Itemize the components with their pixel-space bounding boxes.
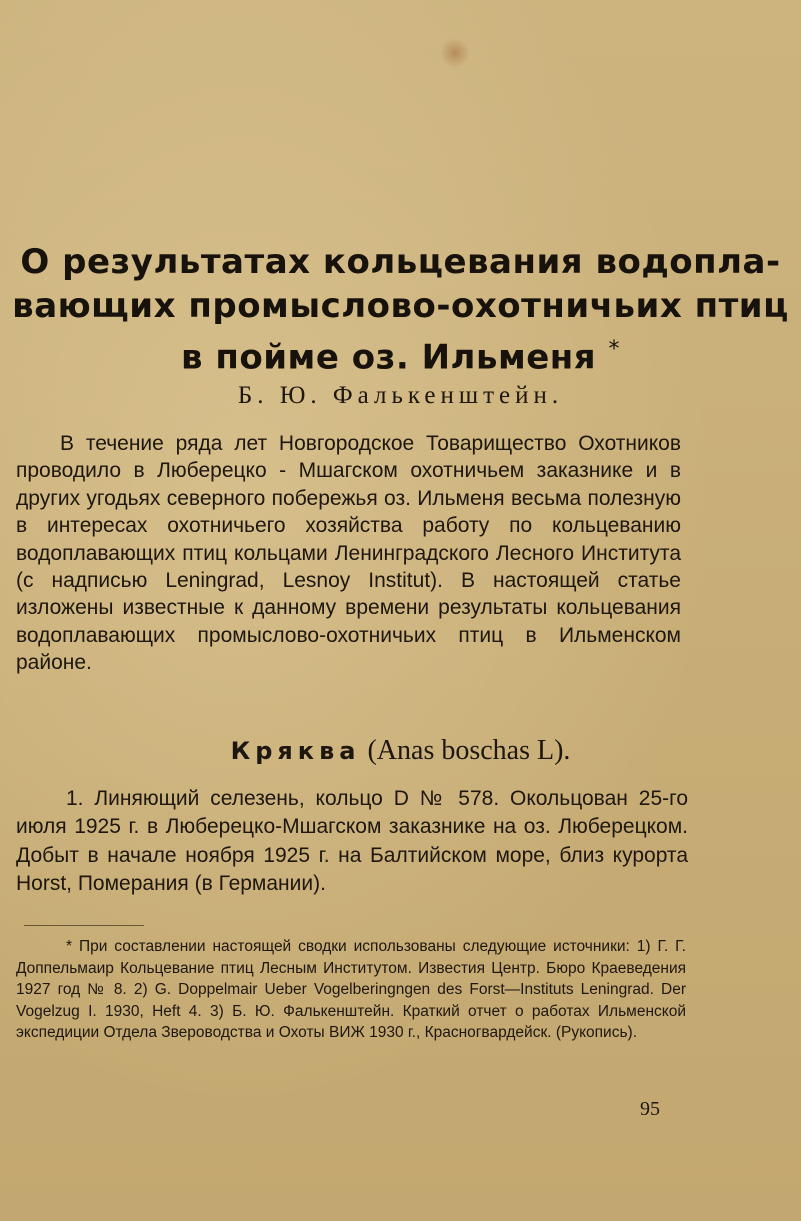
title-line-1: О результатах кольцевания водопла- [20,242,781,282]
footnote-text: * При составлении настоящей сводки использованы следующие источники: 1) Г. Г. Доппельмаир Кольцевание птиц Лесным Институтом. Известия Центр. Бюро Краеведения 1927 год № 8. 2) G. Doppelmair Ueber Vogelberingngen des Forst—Instituts Leningrad. Der Vogelzug I. 1930, Heft 4. 3) Б. Ю. Фалькенштейн. Краткий отчет о работах Ильменской экспедиции Отдела Звероводства и Охоты ВИЖ 1930 г., Красногвардейск. (Рукопись). [16,938,686,1042]
paper-stain [440,38,470,68]
footnote-divider [24,925,144,926]
ringing-record [16,785,688,899]
section-heading [0,735,801,767]
page-number: 95 [640,1098,660,1120]
article-title [0,240,801,379]
title-line-3 [0,328,801,379]
intro-paragraph [16,430,681,677]
title-line-3-text: в пойме оз. Ильменя [181,337,597,378]
intro-text: В течение ряда лет Новгородское Товарищество Охотников проводило в Люберецко - Мшагском охотничьем заказнике и в других угодьях северного побережья оз. Ильменя весьма полезную в интересах охотничьего хозяйства работу по кольцеванию водоплавающих птиц кольцами Ленинградского Лесного Института (с надписью Leningrad, Lesnoy Institut). В настоящей статье изложены известные к данному времени результаты кольцевания водоплавающих промыслово-охотничьих птиц в Ильменском районе. [16,432,681,675]
author-name: Б. Ю. Фалькенштейн. [237,382,564,409]
footnote [16,936,686,1044]
ringing-record-text: 1. Линяющий селезень, кольцо D № 578. Окольцован 25-го июля 1925 г. в Люберецко-Мшагском заказнике на оз. Люберецком. Добыт в начале ноября 1925 г. на Балтийском море, близ курорта Horst, Померания (в Германии). [16,787,688,896]
section-heading-latin: (Anas boschas L). [367,735,571,766]
title-footnote-marker: * [608,337,620,362]
section-heading-russian: Кряква [230,737,361,765]
title-line-2: вающих промыслово-охотничьих птиц [12,286,789,326]
